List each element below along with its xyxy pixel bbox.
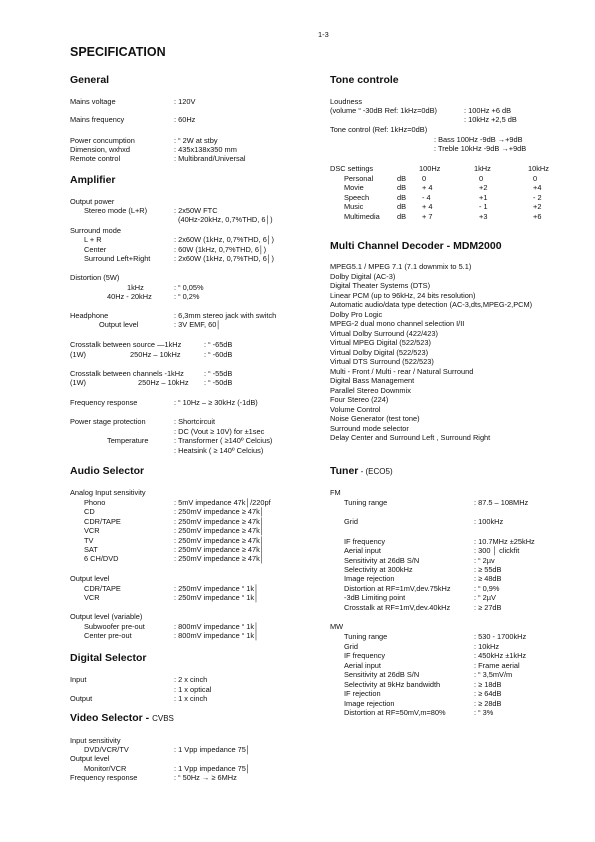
- dsc-row: Personal dB 0 0 0: [344, 174, 538, 183]
- video-dvd-row: DVD/VCR/TV : 1 Vpp impedance 75│: [84, 745, 251, 754]
- audio-output-row: VCR : 250mV impedance “ 1k│: [84, 593, 259, 603]
- audio-input-row: CDR/TAPE : 250mV impedance ≥ 47k│: [84, 516, 265, 526]
- dist-range-row: 40Hz - 20kHz : “ 0,2%: [107, 292, 200, 301]
- audio-input-row: VCR : 250mV impedance ≥ 47k│: [84, 526, 265, 536]
- frequency-response-row: Frequency response : “ 10Hz – ≥ 30kHz (-1dB): [70, 398, 258, 407]
- mw-row: Tuning range : 530 - 1700kHz: [344, 632, 527, 641]
- crosstalk-channels-row: Crosstalk between channels -1kHz : “ -55dB: [70, 369, 233, 378]
- audio-variable-row: Subwoofer pre-out : 800mV impedance “ 1k│: [84, 622, 259, 631]
- fm-row: Aerial input : 300 │ clickfit: [344, 546, 520, 555]
- dsc-row: Multimedia dB + 7 +3 +6: [344, 211, 542, 221]
- digital-output-row: Output : 1 x cinch: [70, 694, 208, 703]
- surround-lr-row: Surround Left+Right : 2x60W (1kHz, 0,7%THD, 6│): [84, 254, 274, 263]
- mw-row: Distortion at RF=50mV,m=80% : “ 3%: [344, 708, 494, 717]
- mw-row: Aerial input : Frame aerial: [344, 660, 520, 670]
- protection-row-2: : DC (Vout ≥ 10V) for ±1sec: [174, 427, 265, 436]
- protection-row: Power stage protection : Shortcircuit: [70, 417, 216, 426]
- output-level-row: Output level : 3V EMF, 60│: [99, 320, 221, 329]
- headphone-row: Headphone : 6,3mm stereo jack with switch: [70, 311, 277, 320]
- audio-input-row: 6 CH/DVD : 250mV impedance ≥ 47k│: [84, 554, 265, 564]
- audio-input-row: SAT : 250mV impedance ≥ 47k│: [84, 545, 265, 554]
- tone-heading: Tone controle: [330, 74, 399, 86]
- dsc-row: Movie dB + 4 +2 +4: [344, 183, 542, 193]
- stereo-row: Stereo mode (L+R) : 2x50W FTC: [84, 206, 218, 215]
- mw-row: Sensitivity at 26dB S/N : “ 3,5mV/m: [344, 670, 513, 679]
- fm-row: Crosstalk at RF=1mV,dev.40kHz : ≥ 27dB: [344, 603, 502, 612]
- fm-row: -3dB Limiting point : “ 2µV: [344, 593, 496, 602]
- dist-1k-row: 1kHz : “ 0,05%: [127, 283, 204, 292]
- video-monitor-row: Monitor/VCR : 1 Vpp impedance 75│: [84, 764, 251, 773]
- audio-input-row: Phono : 5mV impedance 47k│/220pf: [84, 498, 271, 507]
- tuner-heading: Tuner - (ECO5): [330, 465, 393, 477]
- temperature-row: Temperature : Transformer ( ≥140º Celcius): [107, 436, 273, 445]
- crosstalk-source-row-2: (1W) 250Hz – 10kHz : “ -60dB: [70, 350, 233, 359]
- mains-voltage-row: Mains voltage : 120V: [70, 97, 196, 106]
- crosstalk-source-row: Crosstalk between source —1kHz : “ -65dB: [70, 340, 233, 349]
- power-row: Power concumption : “ 2W at stby: [70, 136, 218, 145]
- loudness-vol-row: (volume “ -30dB Ref: 1kHz=0dB) : 100Hz +6 dB: [330, 106, 512, 115]
- fm-row: Grid : 100kHz: [344, 517, 504, 526]
- fm-row: Image rejection : ≥ 48dB: [344, 574, 502, 583]
- center-row: Center : 60W (1kHz, 0,7%THD, 6│): [84, 245, 267, 254]
- page-number: 1-3: [318, 30, 329, 39]
- remote-row: Remote control : Multibrand/Universal: [70, 154, 246, 163]
- lr-row: L + R : 2x60W (1kHz, 0,7%THD, 6│): [84, 235, 274, 244]
- bass-row: : Bass 100Hz -9dB →+9dB: [434, 135, 523, 144]
- stereo-note: (40Hz-20kHz, 0,7%THD, 6│): [178, 215, 273, 224]
- heatsink-row: : Heatsink ( ≥ 140º Celcius): [174, 446, 264, 455]
- audio-variable-row: Center pre-out : 800mV impedance “ 1k│: [84, 631, 259, 641]
- crosstalk-channels-row-2: (1W) 250Hz – 10kHz : “ -50dB: [70, 378, 233, 387]
- fm-row: Tuning range : 87.5 – 108MHz: [344, 498, 529, 507]
- digital-input-row: Input : 2 x cinch: [70, 675, 208, 684]
- treble-row: : Treble 10kHz -9dB →+9dB: [434, 144, 527, 153]
- fm-row: IF frequency : 10.7MHz ±25kHz: [344, 537, 535, 546]
- audio-output-row: CDR/TAPE : 250mV impedance “ 1k│: [84, 584, 259, 593]
- loudness-10k-row: : 10kHz +2,5 dB: [464, 115, 517, 124]
- decoder-heading: Multi Channel Decoder - MDM2000: [330, 240, 502, 252]
- video-freq-row: Frequency response : “ 50Hz → ≥ 6MHz: [70, 773, 237, 782]
- general-heading: General: [70, 74, 110, 86]
- audio-input-row: CD : 250mV impedance ≥ 47k│: [84, 507, 265, 517]
- video-selector-heading: Video Selector - CVBS: [70, 712, 174, 724]
- mw-row: Selectivity at 9kHz bandwidth : ≥ 18dB: [344, 679, 502, 689]
- fm-row: Selectivity at 300kHz : ≥ 55dB: [344, 565, 502, 574]
- mw-row: IF rejection : ≥ 64dB: [344, 689, 502, 698]
- audio-input-row: TV : 250mV impedance ≥ 47k│: [84, 535, 265, 545]
- fm-row: Distortion at RF=1mV,dev.75kHz : “ 0,9%: [344, 584, 500, 593]
- digital-selector-heading: Digital Selector: [70, 652, 147, 664]
- mains-frequency-row: Mains frequency : 60Hz: [70, 115, 196, 124]
- mw-row: Grid : 10kHz: [344, 641, 500, 651]
- amplifier-heading: Amplifier: [70, 174, 116, 186]
- audio-selector-heading: Audio Selector: [70, 465, 145, 477]
- page-title: SPECIFICATION: [70, 45, 166, 59]
- dsc-row: Music dB + 4 - 1 +2: [344, 202, 542, 212]
- mw-row: Image rejection : ≥ 28dB: [344, 698, 502, 708]
- digital-input-row-2: : 1 x optical: [174, 685, 212, 694]
- fm-row: Sensitivity at 26dB S/N : “ 2µv: [344, 556, 495, 565]
- dimension-row: Dimension, wxhxd : 435x138x350 mm: [70, 145, 237, 154]
- mw-row: IF frequency : 450kHz ±1kHz: [344, 651, 527, 660]
- dsc-header-row: DSC settings 100Hz 1kHz 10kHz: [330, 164, 549, 173]
- dsc-row: Speech dB - 4 +1 - 2: [344, 192, 542, 202]
